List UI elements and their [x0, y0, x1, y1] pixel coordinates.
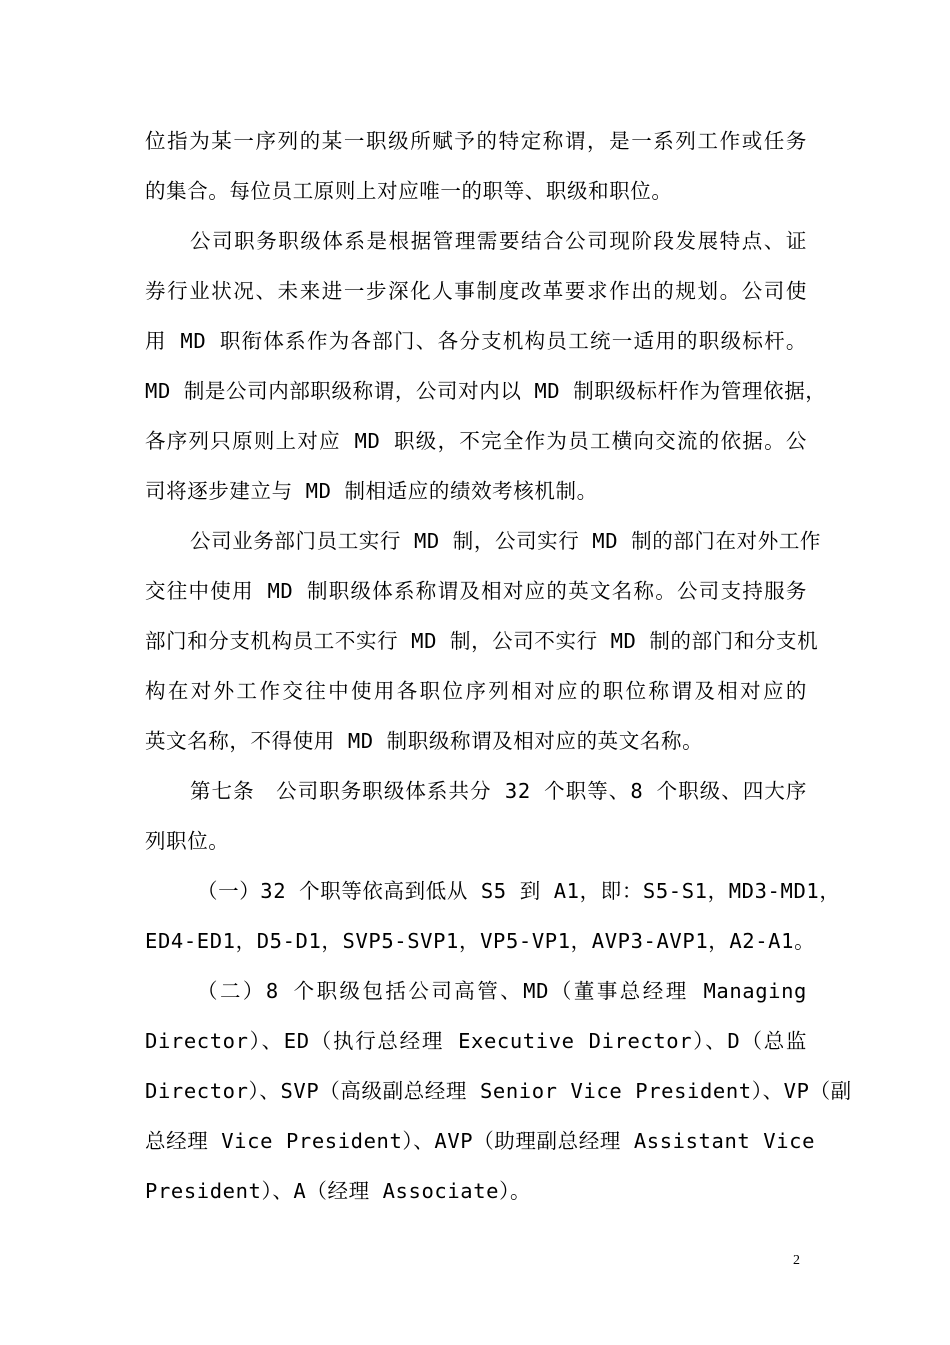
page-number: 2 — [793, 1253, 800, 1268]
text-line: 用 MD 职衔体系作为各部门、各分支机构员工统一适用的职级标杆。 — [145, 329, 807, 353]
text-line: 交往中使用 MD 制职级体系称谓及相对应的英文名称。公司支持服务 — [145, 579, 807, 603]
text-line: President）、A（经理 Associate）。 — [145, 1179, 532, 1203]
text-line: 各序列只原则上对应 MD 职级，不完全作为员工横向交流的依据。公 — [145, 429, 807, 453]
paragraph-start-line: 公司业务部门员工实行 MD 制，公司实行 MD 制的部门在对外工作 — [190, 529, 822, 553]
text-line: 总经理 Vice President）、AVP（助理副总经理 Assistant Vice — [145, 1129, 816, 1153]
text-line: 司将逐步建立与 MD 制相适应的绩效考核机制。 — [145, 479, 598, 503]
text-line: 位指为某一序列的某一职级所赋予的特定称谓，是一系列工作或任务 — [145, 129, 807, 153]
text-line: 英文名称，不得使用 MD 制职级称谓及相对应的英文名称。 — [145, 729, 704, 753]
text-line: 的集合。每位员工原则上对应唯一的职等、职级和职位。 — [145, 179, 673, 203]
text-line: 构在对外工作交往中使用各职位序列相对应的职位称谓及相对应的 — [145, 679, 807, 703]
text-line: MD 制是公司内部职级称谓，公司对内以 MD 制职级标杆作为管理依据， — [145, 379, 827, 403]
text-line: ED4-ED1，D5-D1，SVP5-SVP1，VP5-VP1，AVP3-AVP1，A2-A1。 — [145, 929, 816, 953]
paragraph-start-line: 公司职务职级体系是根据管理需要结合公司现阶段发展特点、证 — [190, 229, 807, 253]
article-seven-heading-line: 第七条 公司职务职级体系共分 32 个职等、8 个职级、四大序 — [190, 779, 807, 803]
text-line: Director）、SVP（高级副总经理 Senior Vice President）、VP（副 — [145, 1079, 852, 1103]
list-item-one-line: （一）32 个职等依高到低从 S5 到 A1，即：S5-S1，MD3-MD1， — [197, 879, 841, 903]
text-line: 部门和分支机构员工不实行 MD 制，公司不实行 MD 制的部门和分支机 — [145, 629, 819, 653]
text-line: 券行业状况、未来进一步深化人事制度改革要求作出的规划。公司使 — [145, 279, 807, 303]
text-line: 列职位。 — [145, 829, 230, 853]
text-line: Director）、ED（执行总经理 Executive Director）、D（总监 — [145, 1029, 807, 1053]
list-item-two-line: （二）8 个职级包括公司高管、MD（董事总经理 Managing — [197, 979, 807, 1003]
